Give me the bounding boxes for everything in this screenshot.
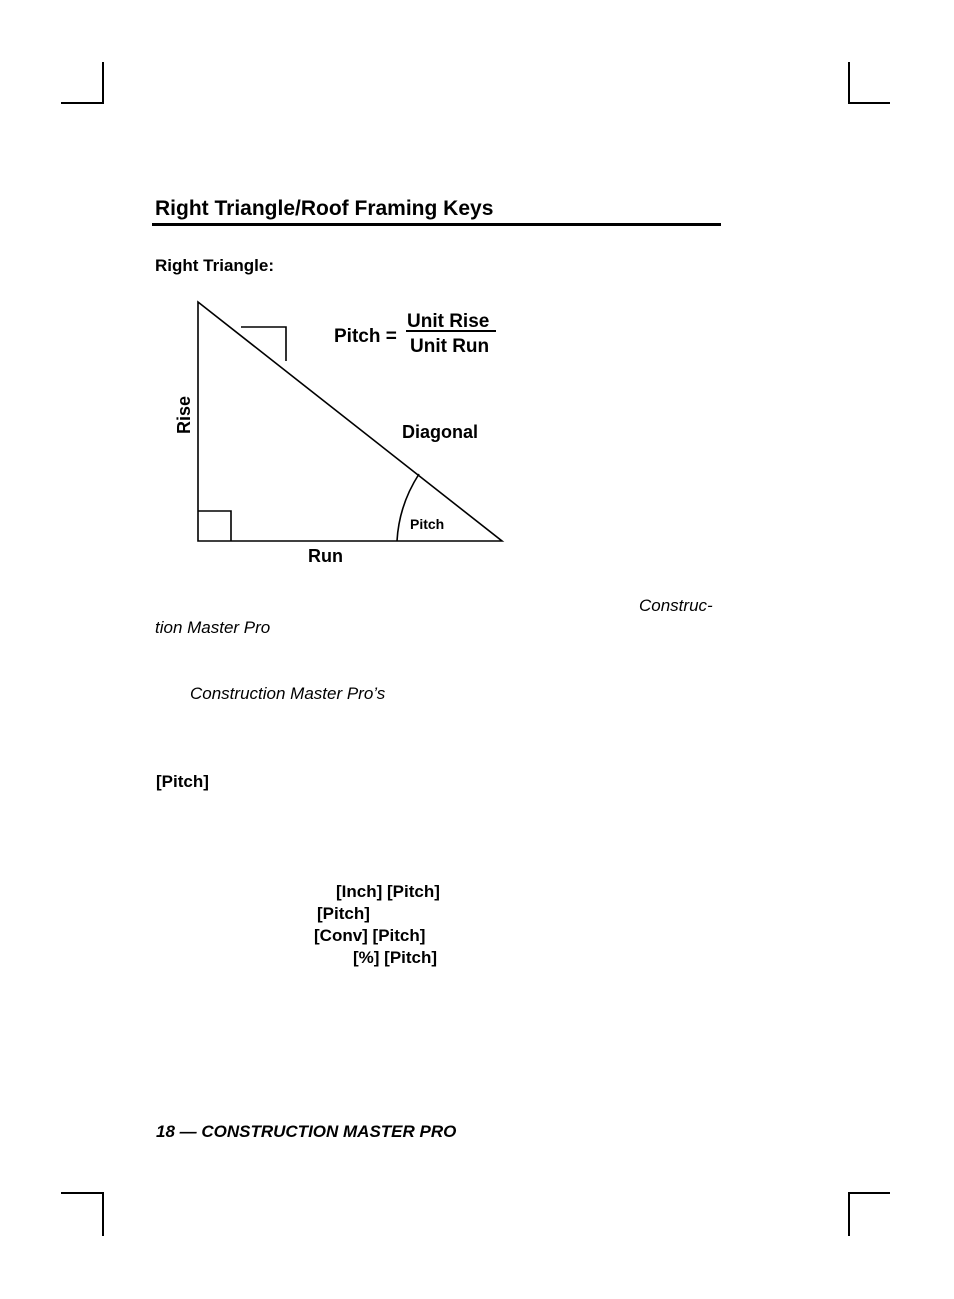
pitch-angle-label: Pitch bbox=[410, 516, 445, 532]
key-inch-pitch: [Inch] [Pitch] bbox=[336, 882, 440, 901]
diagonal-label: Diagonal bbox=[402, 422, 479, 442]
key-conv-pitch: [Conv] [Pitch] bbox=[314, 926, 426, 945]
unit-rise-label: Unit Rise bbox=[407, 311, 490, 332]
run-label: Run bbox=[308, 546, 343, 566]
key-pitch-2: [Pitch] bbox=[317, 904, 370, 923]
body-fragment-2: tion Master Pro bbox=[155, 618, 271, 637]
crop-mark-bottom-right-v bbox=[848, 1192, 850, 1236]
right-triangle-diagram bbox=[0, 0, 954, 600]
page-title: Right Triangle/Roof Framing Keys bbox=[155, 197, 494, 220]
section-subheading: Right Triangle: bbox=[155, 256, 274, 275]
crop-mark-bottom-left-v bbox=[102, 1192, 104, 1236]
key-percent-pitch: [%] [Pitch] bbox=[353, 948, 438, 967]
key-pitch: [Pitch] bbox=[156, 772, 209, 791]
body-fragment-1: Construc- bbox=[639, 596, 713, 615]
rise-label: Rise bbox=[174, 395, 194, 434]
unit-run-label: Unit Run bbox=[410, 336, 490, 357]
diagonal-right-angle-mark bbox=[241, 327, 286, 361]
page-footer: 18 — CONSTRUCTION MASTER PRO bbox=[156, 1122, 457, 1141]
crop-mark-bottom-left-h bbox=[61, 1192, 104, 1194]
pitch-formula-label: Pitch = bbox=[334, 326, 397, 347]
body-fragment-3: Construction Master Pro’s bbox=[190, 684, 386, 703]
crop-mark-bottom-right-h bbox=[848, 1192, 890, 1194]
corner-right-angle-mark bbox=[198, 511, 231, 541]
